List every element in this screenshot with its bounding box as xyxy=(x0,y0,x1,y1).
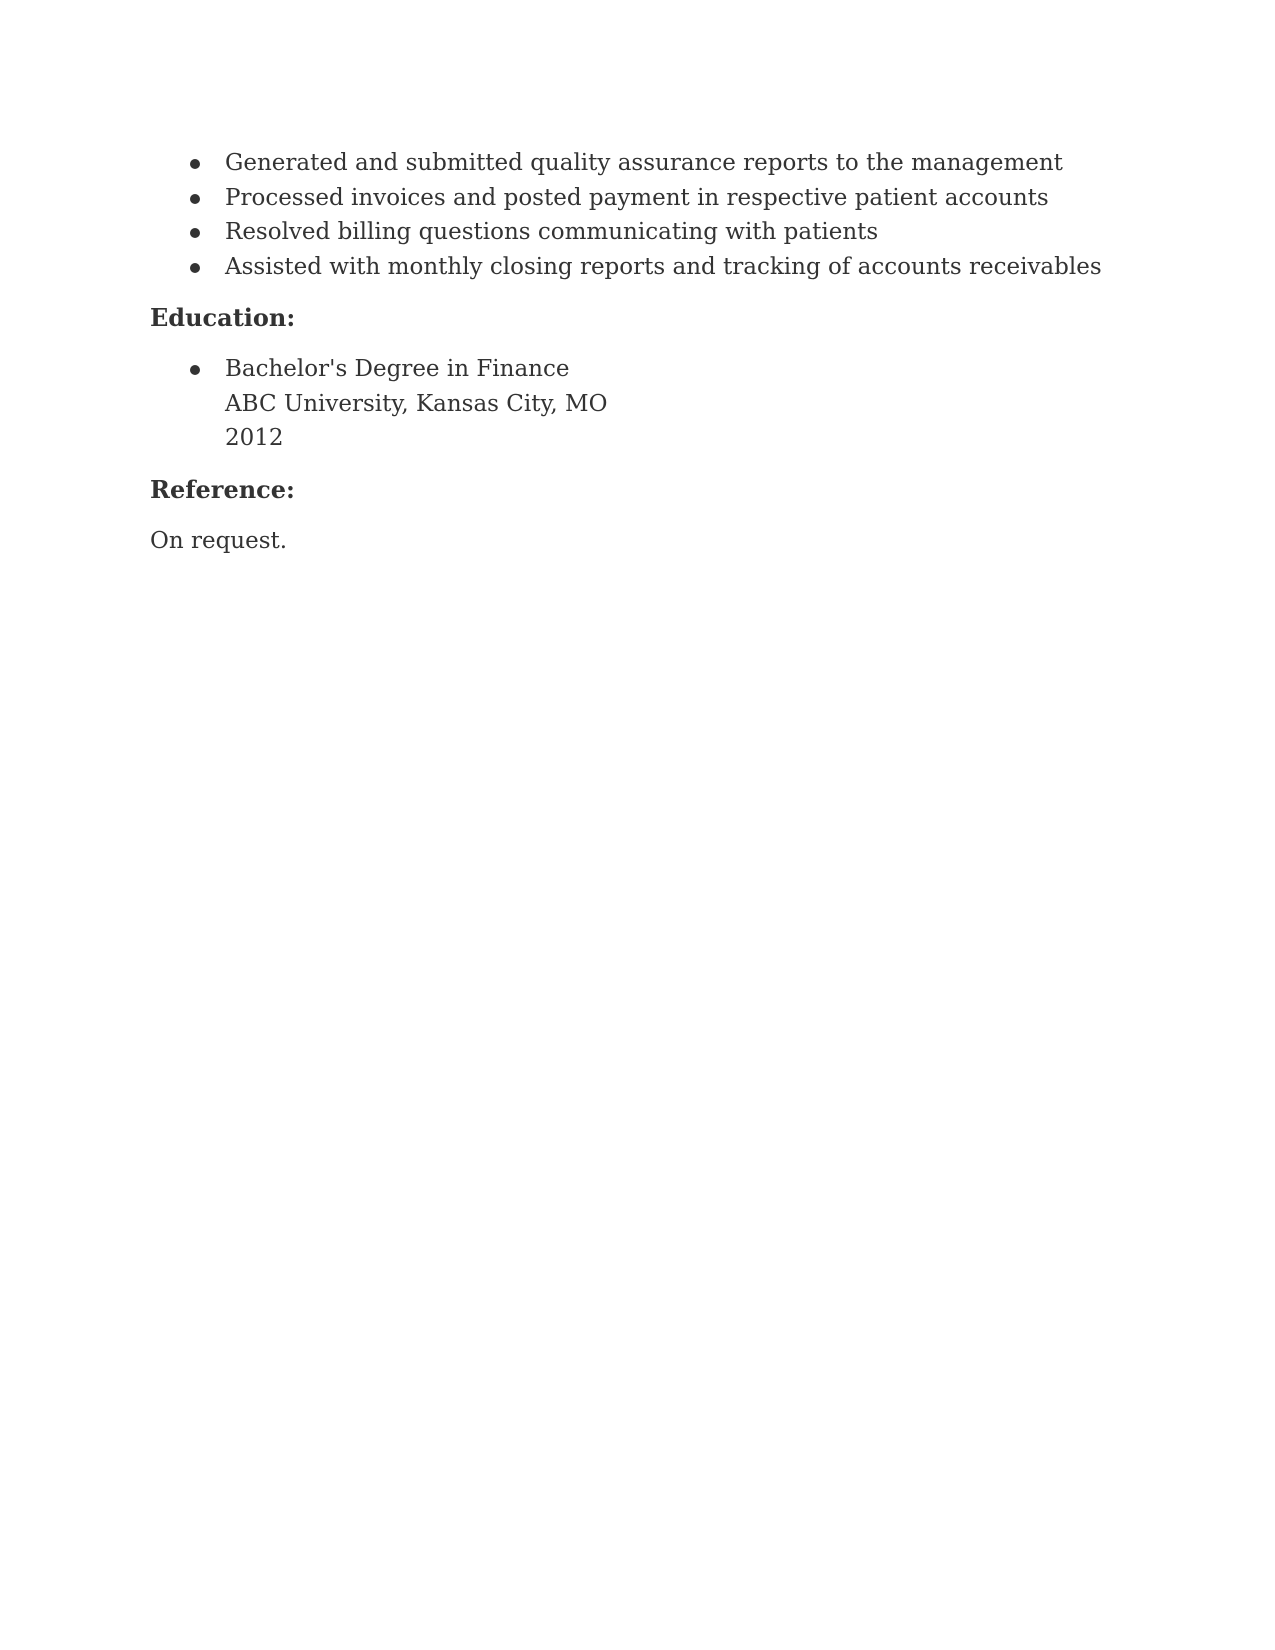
experience-bullet-item xyxy=(150,146,1140,181)
experience-bullet-item xyxy=(150,215,1140,250)
education-bullet-item xyxy=(150,352,1140,456)
experience-bullet-list xyxy=(150,146,1140,284)
education-institution: ABC University, Kansas City, MO xyxy=(225,390,608,417)
experience-bullet-text: Processed invoices and posted payment in respective patient accounts xyxy=(225,184,1049,211)
experience-bullet-text: Resolved billing questions communicating with patients xyxy=(225,219,879,245)
bullet-icon xyxy=(190,194,200,204)
bullet-icon xyxy=(190,159,200,169)
document-content xyxy=(150,146,1140,558)
education-year: 2012 xyxy=(225,425,284,451)
bullet-icon xyxy=(190,365,200,375)
reference-text: On request. xyxy=(150,527,288,554)
education-heading: Education: xyxy=(150,303,296,332)
experience-bullet-item xyxy=(150,250,1140,285)
bullet-icon xyxy=(190,263,200,273)
experience-bullet-item xyxy=(150,181,1140,216)
experience-bullet-text: Assisted with monthly closing reports and tracking of accounts receivables xyxy=(225,253,1102,280)
bullet-icon xyxy=(190,228,200,238)
experience-bullet-text: Generated and submitted quality assurance reports to the management xyxy=(225,150,1063,176)
reference-heading: Reference: xyxy=(150,474,295,504)
education-bullet-list xyxy=(150,352,1140,456)
education-degree: Bachelor's Degree in Finance xyxy=(225,356,570,382)
